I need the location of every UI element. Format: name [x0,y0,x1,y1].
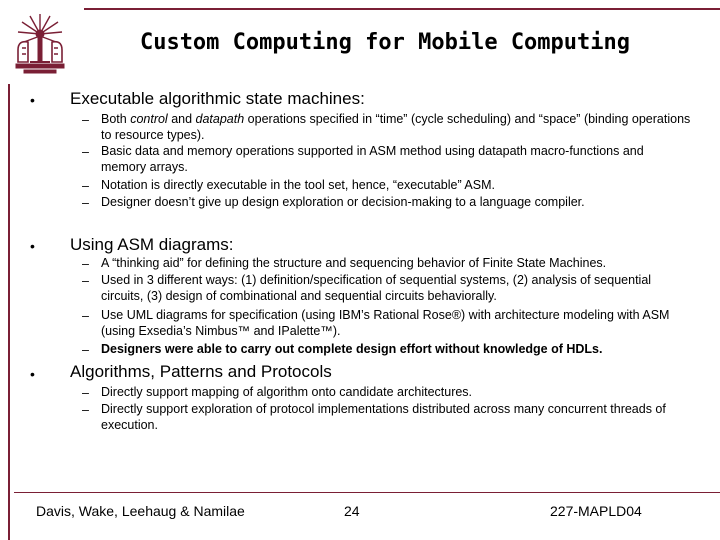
footer-divider [14,492,720,493]
sub-item: Basic data and memory operations supported in ASM method using datapath macro-functions and memory arrays. [101,144,644,174]
dash-icon: – [82,309,89,323]
dash-icon: – [82,145,89,159]
dash-icon: – [82,403,89,417]
dash-icon: – [82,274,89,288]
sub-item: Designer doesn’t give up design exploration or decision-making to a language compiler. [101,195,585,209]
sub-item: Directly support mapping of algorithm onto candidate architectures. [101,385,473,399]
sub-item-bold: Designers were able to carry out complete design effort without knowledge of HDLs. [101,342,603,356]
dash-icon: – [82,196,89,210]
dash-icon: – [82,257,89,271]
footer-authors: Davis, Wake, Leehaug & Namilae [36,503,245,519]
dash-icon: – [82,386,89,400]
bullet-icon: • [30,238,35,254]
footer-slide-id: 227-MAPLD04 [550,503,642,519]
bullet-icon: • [30,92,35,108]
sub-item: Both control and datapath operations specified in “time” (cycle scheduling) and “space” (binding operations to resource types). [101,112,691,142]
dash-icon: – [82,343,89,357]
left-border-line [8,84,10,540]
footer-page-number: 24 [344,503,360,519]
sub-item: Use UML diagrams for specification (using IBM’s Rational Rose®) with architecture modeling with ASM (using Exsedia’s Nimbus™ and IPalette™). [101,308,670,338]
bullet-heading-algorithms: Algorithms, Patterns and Protocols [70,362,332,381]
bullet-heading-asm-diagrams: Using ASM diagrams: [70,235,234,254]
slide-title: Custom Computing for Mobile Computing [139,30,631,55]
university-logo [10,10,70,78]
dash-icon: – [82,113,89,127]
bullet-icon: • [30,366,35,382]
sub-item: Used in 3 different ways: (1) definition/specification of sequential systems, (2) analysis of sequential circuits, (3) design of combinational and sequential circuits behaviorally. [101,273,652,303]
sub-item: Notation is directly executable in the tool set, hence, “executable” ASM. [101,178,495,192]
bullet-heading-asm: Executable algorithmic state machines: [70,89,365,108]
top-border-line [84,8,720,10]
sub-item: A “thinking aid” for defining the structure and sequencing behavior of Finite State Machines. [101,256,607,270]
dash-icon: – [82,179,89,193]
sub-item: Directly support exploration of protocol implementations distributed across many concurrent threads of execution. [101,402,666,432]
